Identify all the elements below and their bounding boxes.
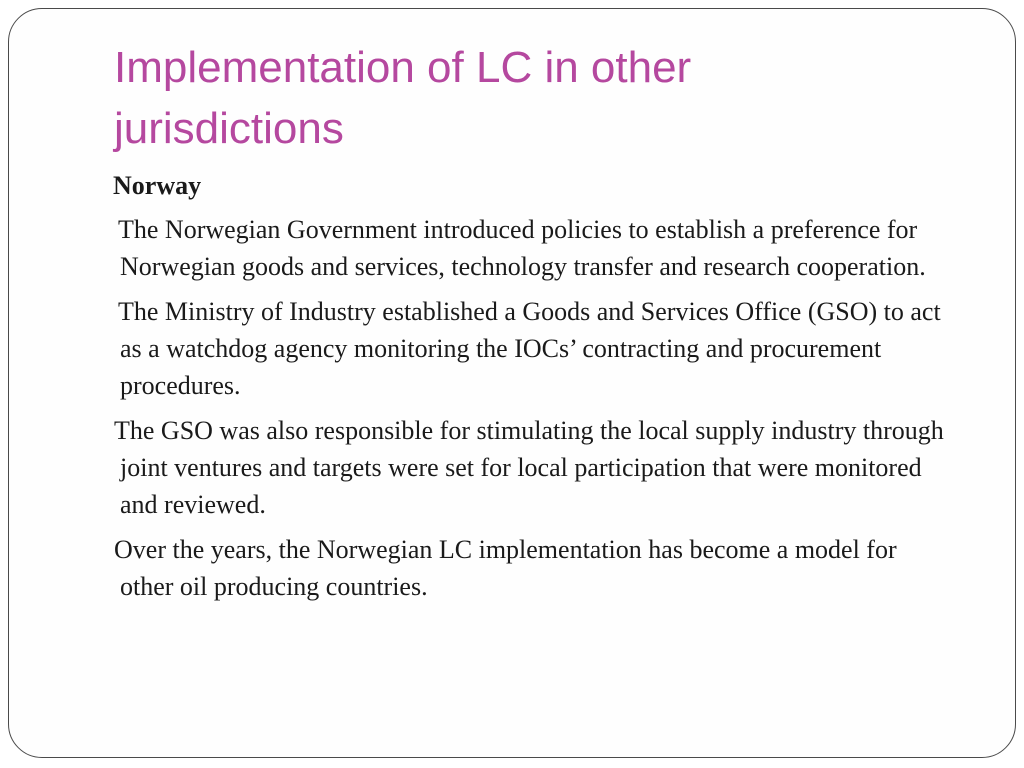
paragraph-norwegian-model: Over the years, the Norwegian LC implementation has become a model for other oil producing countries. xyxy=(114,535,897,601)
paragraph-gso-establishment: The Ministry of Industry established a Goods and Services Office (GSO) to act as a watchdog agency monitoring the IOCs’ contracting and procurement procedures. xyxy=(118,297,941,400)
section-heading: Norway xyxy=(113,171,202,200)
slide-title: Implementation of LC in other jurisdictions xyxy=(114,43,692,153)
paragraph-gso-responsibilities: The GSO was also responsible for stimulating the local supply industry through joint ventures and targets were set for local participation that were monitored and reviewed. xyxy=(114,416,944,519)
slide-frame xyxy=(8,8,1016,758)
slide-body xyxy=(113,169,953,613)
paragraph-government-policies: The Norwegian Government introduced policies to establish a preference for Norwegian goods and services, technology transfer and research cooperation. xyxy=(118,215,926,281)
